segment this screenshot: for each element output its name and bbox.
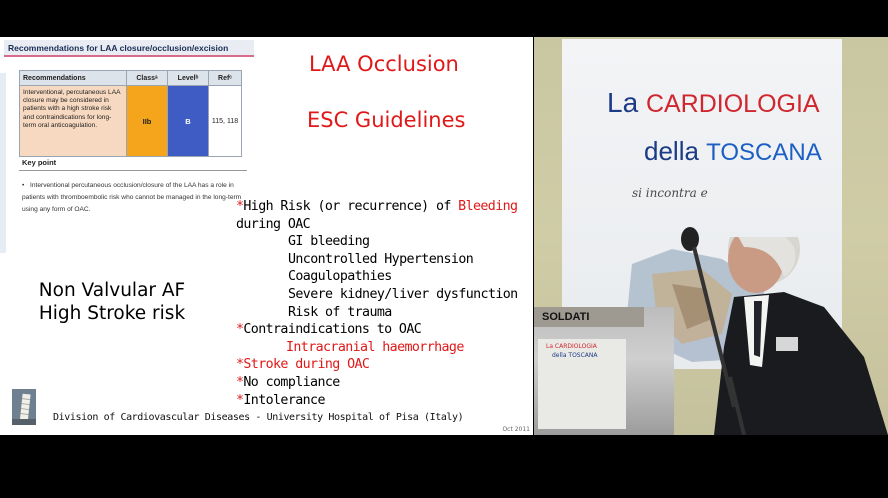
header-recommendations: Recommendations	[20, 71, 127, 86]
list-item: *No compliance	[236, 374, 340, 390]
table-header-row	[20, 71, 242, 86]
list-item: Intracranial haemorrhage	[286, 339, 464, 355]
list-item: Coagulopathies	[288, 269, 392, 285]
pisa-tower-logo	[12, 389, 36, 425]
list-item: *Stroke during OAC	[236, 357, 370, 373]
key-point-text: • Interventional percutaneous occlusion/closure of the LAA has a role in patients with thromboembolic risk who cannot be managed in the long-term using any form of OAC.	[22, 182, 242, 213]
stage-photo	[534, 37, 888, 435]
table-row	[20, 86, 242, 157]
slide-title-line2: ESC Guidelines	[307, 108, 466, 132]
divider	[19, 170, 247, 171]
bullet-icon: •	[22, 182, 25, 189]
header-ref: Refᶜ	[209, 71, 242, 86]
list-item: Uncontrolled Hypertension	[288, 251, 474, 267]
left-label-line1: Non Valvular AF	[38, 280, 186, 301]
list-item: Risk of trauma	[288, 304, 392, 320]
list-item: during OAC	[236, 216, 311, 232]
list-item: *High Risk (or recurrence) of Bleeding	[236, 199, 518, 214]
ref-value: 115, 118	[209, 86, 242, 157]
slide-title-line1: LAA Occlusion	[309, 52, 459, 76]
risk-list	[236, 198, 532, 409]
banner-line1: La CARDIOLOGIA	[607, 87, 820, 118]
left-label	[28, 279, 196, 325]
list-item: Severe kidney/liver dysfunction	[288, 286, 518, 302]
podium-poster	[538, 339, 626, 429]
speaker-name-plate: SOLDATI	[534, 307, 644, 327]
slide-left-strip	[0, 73, 6, 253]
left-label-line2: High Stroke risk	[38, 303, 186, 324]
poster-line2: della TOSCANA	[552, 352, 598, 359]
recommendations-title: Recommendations for LAA closure/occlusion/excision	[4, 40, 254, 57]
poster-line1: La CARDIOLOGIA	[546, 343, 597, 350]
microphone-icon	[674, 227, 754, 435]
level-value: B	[168, 86, 209, 157]
recommendation-text: Interventional, percutaneous LAA closure may be considered in patients with a high stroke risk and contraindications for long-term oral anticoagulation.	[20, 86, 127, 157]
presentation-slide	[0, 37, 533, 435]
recommendations-table	[19, 70, 242, 157]
banner-line2: della TOSCANA	[644, 136, 822, 166]
header-class: Classᵃ	[127, 71, 168, 86]
list-item: GI bleeding	[288, 234, 370, 250]
class-value: IIb	[127, 86, 168, 157]
bleeding-highlight: Bleeding	[458, 199, 518, 214]
header-level: Levelᵇ	[168, 71, 209, 86]
date-tag: Oct 2011	[502, 426, 530, 433]
banner-tagline: si incontra e	[632, 186, 708, 200]
list-item: *Contraindications to OAC	[236, 322, 422, 338]
key-point-label: Key point	[22, 158, 57, 167]
list-item: *Intolerance	[236, 392, 325, 408]
slide-footer: Division of Cardiovascular Diseases - University Hospital of Pisa (Italy)	[53, 412, 464, 423]
